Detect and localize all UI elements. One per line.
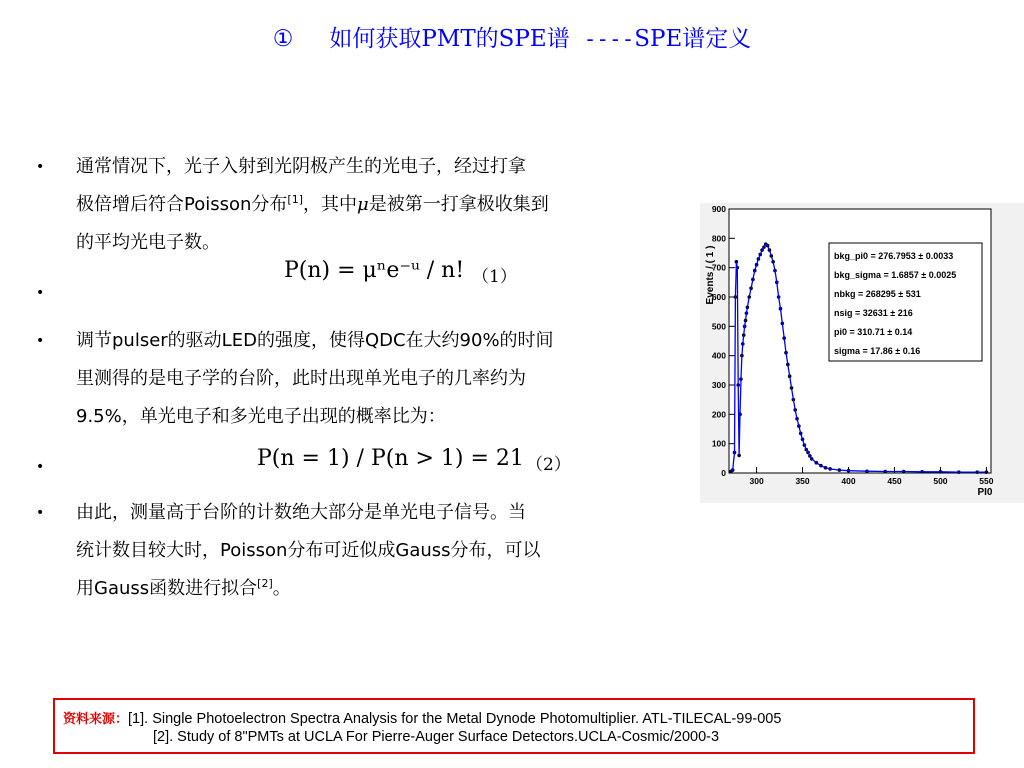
text-segment: 。 (272, 578, 291, 599)
y-tick-label: 500 (711, 321, 726, 332)
text-segment: 用Gauss函数进行拟合 (76, 578, 258, 599)
mu-symbol: μ (357, 194, 369, 215)
references-label: 资料来源： (63, 712, 129, 727)
text-segment: ，其中 (303, 194, 357, 215)
y-tick-label: 200 (711, 409, 726, 420)
bullet-dot: • (36, 285, 45, 301)
equation-number: （1） (472, 267, 517, 287)
reference-text: [1]. Single Photoelectron Spectra Analysis for the Metal Dynode Photomultiplier. ATL-TILECAL-99-005 (128, 711, 782, 727)
y-tick-label: 300 (711, 380, 726, 390)
text-segment: 是被第一打拿极收集到 (368, 194, 549, 215)
bullet-line: 9.5%，单光电子和多光电子出现的概率比为： (76, 406, 446, 427)
x-tick-label: 500 (933, 476, 948, 486)
reference-2: [2]. Study of 8"PMTs at UCLA For Pierre-Auger Surface Detectors.UCLA-Cosmic/2000-3 (153, 729, 720, 745)
bullet-line (76, 570, 666, 608)
y-tick-label: 700 (711, 262, 726, 273)
citation-sup: [1] (287, 193, 303, 206)
bullet-dot: • (36, 159, 45, 175)
title-dash: ---- (583, 27, 635, 51)
reference-1 (63, 708, 781, 727)
y-tick-label: 100 (711, 438, 726, 449)
fit-param: bkg_pi0 = 276.7953 ± 0.0033 (834, 251, 954, 261)
bullet-line (76, 186, 666, 224)
bullet-line: 统计数目较大时，Poisson分布可近似成Gauss分布，可以 (76, 540, 541, 561)
fit-parameter-box (829, 243, 982, 361)
x-axis-label: PI0 (977, 487, 993, 498)
x-tick-label: 450 (887, 476, 902, 486)
x-tick-label: 350 (795, 476, 810, 486)
bullet-line: 调节pulser的驱动LED的强度，使得QDC在大约90%的时间 (76, 330, 554, 351)
bullet-line: 由此，测量高于台阶的计数绝大部分是单光电子信号。当 (76, 502, 526, 523)
y-axis-label: Events / ( 1 ) (705, 245, 716, 305)
y-tick-label: 900 (711, 204, 726, 214)
fit-param: pi0 = 310.71 ± 0.14 (834, 327, 913, 337)
slide-title (0, 20, 1024, 53)
citation-sup: [2] (257, 577, 273, 590)
y-tick-label: 0 (721, 468, 726, 478)
bullet-dot: • (36, 333, 45, 349)
fit-param: sigma = 17.86 ± 0.16 (834, 346, 921, 356)
spectrum-plot (700, 203, 1024, 503)
x-tick-label: 550 (979, 476, 994, 486)
formula-ratio: P(n = 1) / P(n > 1) = 21 (257, 446, 524, 471)
y-tick-label: 800 (711, 233, 726, 244)
y-tick-label: 600 (711, 292, 726, 302)
x-tick-label: 400 (841, 476, 856, 486)
y-tick-label: 400 (711, 350, 726, 361)
bullet-text (76, 494, 666, 608)
bullet-dot: • (36, 459, 45, 475)
bullet-dot: • (36, 505, 45, 521)
fit-param: nbkg = 268295 ± 531 (834, 289, 921, 299)
bullet-line: 的平均光电子数。 (76, 232, 220, 253)
equation-number: （2） (526, 455, 571, 475)
bullet-line: 里测得的是电子学的台阶，此时出现单光电子的几率约为 (76, 368, 526, 389)
title-number: ① (272, 26, 294, 52)
fit-param: bkg_sigma = 1.6857 ± 0.0025 (834, 270, 957, 280)
text-segment: 极倍增后符合Poisson分布 (76, 194, 288, 215)
bullet-text (76, 322, 666, 436)
fit-param: nsig = 32631 ± 216 (834, 308, 913, 318)
bullet-line: 通常情况下，光子入射到光阴极产生的光电子，经过打拿 (76, 156, 526, 177)
formula-poisson: P(n) = μⁿe⁻ᵘ / n! (284, 258, 465, 283)
title-main: 如何获取PMT的SPE谱 (329, 26, 570, 52)
x-tick-label: 300 (749, 476, 764, 486)
spectrum-plot-panel (700, 203, 1024, 503)
references-box (53, 698, 975, 754)
title-sub: SPE谱定义 (634, 26, 752, 52)
bullet-text (76, 148, 666, 262)
